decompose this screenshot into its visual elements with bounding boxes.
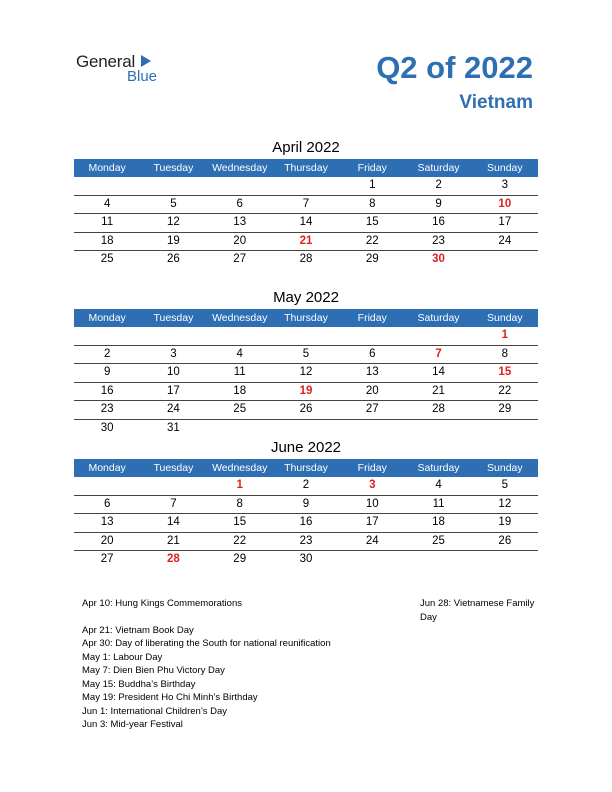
day-cell: 11 [101, 216, 114, 228]
day-cell: 22 [233, 534, 247, 547]
weekday-label: Thursday [284, 462, 328, 474]
week-row [74, 477, 538, 496]
generalblue-logo [76, 52, 176, 86]
day-cell: 31 [167, 421, 180, 434]
day-cell: 1 [236, 479, 243, 491]
day-cell: 24 [498, 234, 512, 247]
holiday-note: Apr 10: Hung Kings Commemorations [82, 598, 242, 609]
day-cell [273, 327, 339, 345]
day-cell: 13 [365, 366, 379, 378]
day-cell: 6 [103, 497, 111, 510]
day-cell: 4 [103, 197, 111, 210]
day-cell: 13 [233, 216, 247, 228]
week-row [74, 177, 538, 196]
week-row [74, 514, 538, 533]
day-cell: 19 [167, 234, 180, 247]
day-cell [273, 420, 339, 438]
holiday-note: Jun 3: Mid-year Festival [82, 719, 183, 730]
day-cell: 27 [365, 403, 379, 415]
weekday-label: Saturday [417, 162, 460, 174]
holiday-notes [82, 597, 402, 732]
weekday-label: Thursday [284, 312, 328, 324]
day-cell [339, 327, 405, 345]
month-title: May 2022 [273, 289, 339, 306]
day-cell: 3 [170, 347, 177, 360]
day-cell: 20 [100, 534, 114, 547]
weekday-label: Friday [357, 162, 387, 174]
day-cell: 2 [435, 179, 442, 191]
day-cell [207, 177, 273, 195]
day-cell: 9 [103, 366, 111, 378]
day-cell: 5 [170, 197, 177, 210]
day-cell: 19 [498, 516, 512, 528]
day-cell: 30 [299, 553, 313, 565]
weekday-label: Tuesday [153, 462, 194, 474]
day-cell: 14 [432, 366, 445, 378]
day-cell: 6 [369, 347, 376, 360]
day-cell: 25 [233, 403, 247, 415]
day-cell: 20 [365, 384, 379, 397]
day-cell [74, 327, 140, 345]
day-cell: 8 [369, 197, 376, 210]
day-cell: 16 [100, 384, 114, 397]
weekday-label: Monday [88, 462, 126, 474]
weekday-header [74, 159, 538, 177]
day-cell: 18 [233, 384, 247, 397]
day-cell: 9 [302, 497, 310, 510]
day-cell [140, 477, 206, 495]
weekday-label: Monday [88, 162, 126, 174]
day-cell: 18 [432, 516, 445, 528]
day-cell: 17 [365, 516, 379, 528]
weekday-label: Sunday [487, 162, 523, 174]
holiday-note: Day [420, 611, 437, 623]
holiday-note [82, 611, 402, 624]
weekday-label: Wednesday [212, 162, 268, 174]
day-cell: 7 [302, 197, 310, 210]
day-cell: 1 [369, 179, 376, 191]
month-calendar [74, 287, 538, 437]
week-row [74, 401, 538, 420]
week-row [74, 533, 538, 552]
weekday-label: Tuesday [153, 312, 194, 324]
day-cell: 14 [167, 516, 180, 528]
day-cell: 16 [299, 516, 313, 528]
week-row [74, 214, 538, 233]
weekday-label: Wednesday [212, 312, 268, 324]
day-cell: 2 [103, 347, 111, 360]
holiday-note: May 1: Labour Day [82, 651, 163, 663]
day-cell: 28 [299, 253, 313, 265]
day-cell: 16 [432, 216, 445, 228]
day-cell: 24 [167, 403, 180, 415]
day-cell: 5 [302, 347, 310, 360]
day-cell [339, 420, 405, 438]
day-cell: 23 [432, 234, 445, 247]
day-cell [140, 327, 206, 345]
day-cell: 12 [167, 216, 180, 228]
weekday-label: Friday [357, 312, 387, 324]
weekday-label: Tuesday [153, 162, 194, 174]
month-title: June 2022 [270, 439, 342, 456]
day-cell: 20 [233, 234, 247, 247]
day-cell: 13 [100, 516, 114, 528]
holiday-note: Apr 21: Vietnam Book Day [82, 624, 194, 636]
logo-blue-text: Blue [127, 68, 158, 85]
month-title: April 2022 [272, 139, 340, 156]
day-cell: 9 [435, 197, 442, 210]
day-cell: 10 [365, 497, 379, 510]
week-row [74, 383, 538, 402]
day-cell: 21 [167, 534, 180, 547]
holiday-note: Apr 30: Day of liberating the South for national reunification [82, 638, 331, 649]
day-cell [405, 327, 471, 345]
logo-triangle-icon [141, 55, 151, 67]
day-cell [207, 420, 273, 438]
day-cell: 23 [299, 534, 313, 547]
weekday-label: Monday [88, 312, 126, 324]
day-cell: 26 [299, 403, 313, 415]
day-cell [74, 477, 140, 495]
day-cell: 22 [498, 384, 512, 397]
day-cell: 7 [170, 497, 177, 510]
day-cell: 29 [498, 403, 512, 415]
day-cell: 28 [432, 403, 445, 415]
day-cell: 15 [233, 516, 247, 528]
holiday-note: May 7: Dien Bien Phu Victory Day [82, 665, 225, 676]
day-cell: 19 [299, 384, 313, 397]
day-cell: 8 [236, 497, 243, 510]
day-cell [472, 251, 538, 269]
day-cell: 24 [365, 534, 379, 547]
day-cell: 5 [501, 479, 509, 491]
day-cell: 8 [501, 347, 509, 360]
day-cell: 27 [100, 553, 114, 565]
day-cell [405, 551, 471, 569]
day-cell: 22 [365, 234, 379, 247]
day-cell [273, 177, 339, 195]
day-cell: 11 [233, 366, 246, 378]
holiday-note: May 19: President Ho Chi Minh’s Birthday [82, 692, 258, 703]
day-cell: 21 [299, 234, 313, 247]
day-cell [74, 177, 140, 195]
day-cell: 25 [100, 253, 114, 265]
day-cell [405, 420, 471, 438]
day-cell: 10 [167, 366, 180, 378]
day-cell: 23 [100, 403, 114, 415]
month-calendar [74, 437, 538, 569]
weekday-label: Friday [357, 462, 387, 474]
week-row [74, 251, 538, 269]
day-cell: 27 [233, 253, 247, 265]
weekday-label: Thursday [284, 162, 328, 174]
day-cell: 11 [432, 497, 445, 510]
country-name: Vietnam [459, 92, 533, 113]
week-row [74, 420, 538, 438]
month-calendar [74, 137, 538, 269]
day-cell: 25 [432, 534, 445, 547]
day-cell [140, 177, 206, 195]
day-cell: 4 [435, 479, 442, 491]
holiday-note: Jun 28: Vietnamese Family [420, 598, 535, 609]
day-cell: 3 [369, 479, 376, 491]
day-cell: 26 [167, 253, 180, 265]
day-cell: 29 [233, 553, 247, 565]
holiday-note: May 15: Buddha’s Birthday [82, 678, 196, 690]
day-cell: 2 [302, 479, 310, 491]
weekday-header [74, 309, 538, 327]
day-cell: 12 [498, 497, 512, 510]
day-cell: 30 [432, 253, 445, 265]
week-row [74, 196, 538, 215]
weekday-label: Sunday [487, 462, 523, 474]
day-cell [207, 327, 273, 345]
day-cell: 15 [365, 216, 379, 228]
day-cell: 1 [501, 329, 509, 341]
day-cell [472, 551, 538, 569]
day-cell [472, 420, 538, 438]
weekday-label: Saturday [417, 312, 460, 324]
weekday-label: Sunday [487, 312, 523, 324]
day-cell: 28 [167, 553, 180, 565]
week-row [74, 364, 538, 383]
weekday-label: Wednesday [212, 462, 268, 474]
day-cell: 26 [498, 534, 512, 547]
day-cell [339, 551, 405, 569]
week-row [74, 327, 538, 346]
holiday-notes-right [420, 597, 550, 624]
day-cell: 30 [100, 421, 114, 434]
day-cell: 15 [498, 366, 512, 378]
day-cell: 18 [100, 234, 114, 247]
holiday-note: Jun 1: International Children’s Day [82, 705, 228, 717]
week-row [74, 346, 538, 365]
day-cell: 7 [435, 347, 442, 360]
weekday-label: Saturday [417, 462, 460, 474]
day-cell: 17 [167, 384, 180, 397]
day-cell: 4 [236, 347, 243, 360]
day-cell: 29 [365, 253, 379, 265]
day-cell: 6 [236, 197, 243, 210]
day-cell: 17 [498, 216, 512, 228]
week-row [74, 496, 538, 515]
day-cell: 21 [432, 384, 445, 397]
week-row [74, 551, 538, 569]
day-cell: 12 [299, 366, 313, 378]
week-row [74, 233, 538, 252]
day-cell: 3 [501, 179, 509, 191]
day-cell: 14 [299, 216, 313, 228]
logo-general-text: General [76, 52, 136, 71]
weekday-header [74, 459, 538, 477]
day-cell: 10 [498, 197, 512, 210]
page-title: Q2 of 2022 [376, 50, 533, 85]
